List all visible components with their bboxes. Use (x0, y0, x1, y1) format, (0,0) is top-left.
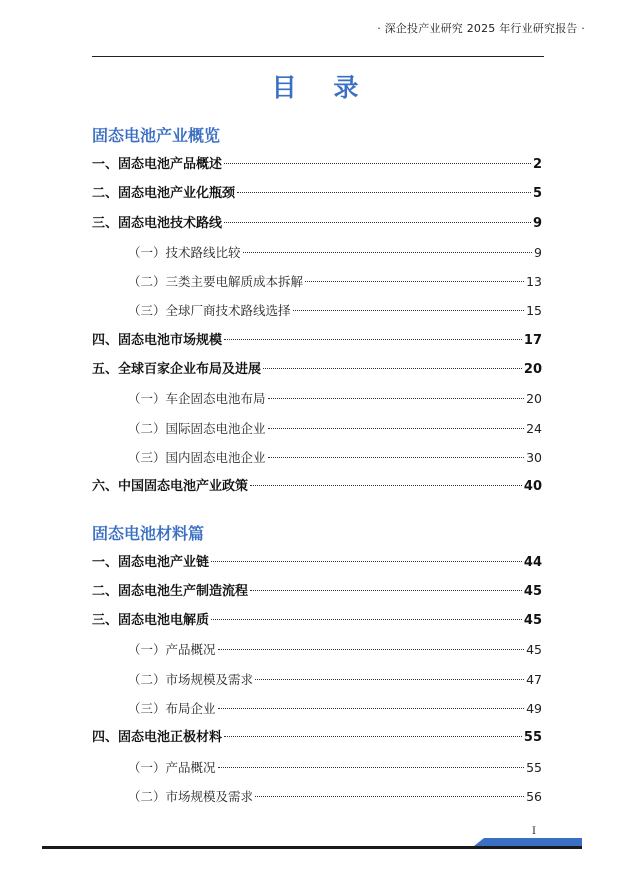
toc-entry[interactable] (92, 606, 542, 635)
toc-entry-label: （二）市场规模及需求 (128, 671, 254, 687)
toc-leader-dots (268, 428, 525, 429)
toc-section-title: 固态电池材料篇 (92, 523, 205, 543)
toc-subentry[interactable] (92, 238, 542, 267)
toc-entry-page: 30 (526, 449, 542, 465)
toc-title: 目 录 (271, 73, 373, 102)
toc-entry-label: 一、固态电池产品概述 (92, 157, 223, 172)
toc-entry[interactable] (92, 472, 542, 501)
toc-subentry[interactable] (92, 635, 542, 664)
toc-entry-page: 17 (523, 332, 542, 348)
toc-entry-label: （一）产品概况 (128, 759, 216, 775)
toc-entry-page: 55 (523, 730, 542, 746)
toc-leader-dots (224, 222, 531, 223)
toc-subentry[interactable] (92, 665, 542, 694)
toc-entry-label: （一）车企固态电池布局 (128, 391, 266, 407)
toc-entry-page: 2 (532, 157, 542, 172)
toc-leader-dots (224, 163, 531, 164)
toc-entry-label: 三、固态电池技术路线 (92, 215, 223, 231)
toc-entry-label: （三）布局企业 (128, 701, 216, 717)
toc-leader-dots (211, 561, 522, 562)
toc-leader-dots (218, 767, 525, 768)
toc-entry-page: 44 (523, 554, 542, 570)
toc-entry[interactable] (92, 326, 542, 355)
toc-leader-dots (268, 398, 525, 399)
toc-entry-page: 15 (526, 303, 542, 319)
toc-leader-dots (255, 796, 524, 797)
toc-leader-dots (218, 649, 525, 650)
toc-subentry[interactable] (92, 782, 542, 811)
toc-entry-label: （二）国际固态电池企业 (128, 420, 266, 436)
footer-accent-bar (484, 838, 582, 846)
toc-leader-dots (268, 457, 525, 458)
header-title: · 深企投产业研究 2025 年行业研究报告 · (377, 22, 585, 35)
toc-entry-page: 20 (523, 362, 542, 378)
toc-leader-dots (250, 485, 522, 486)
toc-entry-page: 49 (526, 701, 542, 717)
toc-leader-dots (237, 192, 531, 193)
footer-accent (474, 838, 484, 846)
toc-subentry[interactable] (92, 384, 542, 413)
toc-entry-page: 24 (526, 420, 542, 436)
toc-entry-label: （三）国内固态电池企业 (128, 449, 266, 465)
footer-divider (42, 846, 582, 849)
toc-subentry[interactable] (92, 414, 542, 443)
toc-leader-dots (243, 252, 533, 253)
toc-entry-label: 二、固态电池生产制造流程 (92, 583, 249, 599)
toc-subentry[interactable] (92, 267, 542, 296)
toc-entry-page: 20 (526, 391, 542, 407)
toc-entry-label: （二）三类主要电解质成本拆解 (128, 274, 304, 290)
toc-entry-label: （二）市场规模及需求 (128, 788, 254, 804)
toc-entry[interactable] (92, 179, 542, 208)
toc-entry-page: 5 (532, 186, 542, 202)
toc-subentry[interactable] (92, 296, 542, 325)
toc-entry-label: 一、固态电池产业链 (92, 554, 210, 570)
toc-entry-label: 五、全球百家企业布局及进展 (92, 362, 262, 378)
toc-leader-dots (263, 368, 522, 369)
toc-entry-page: 9 (534, 244, 542, 260)
toc-entry-label: 四、固态电池市场规模 (92, 332, 223, 348)
toc-leader-dots (211, 619, 522, 620)
toc-entry-page: 9 (532, 215, 542, 231)
toc-entry[interactable] (92, 723, 542, 752)
toc-leader-dots (293, 310, 525, 311)
toc-section-title: 固态电池产业概览 (92, 126, 221, 145)
toc-entry-label: 三、固态电池电解质 (92, 613, 210, 629)
header-divider (92, 56, 544, 57)
toc-entry-page: 55 (526, 759, 542, 775)
toc-leader-dots (255, 679, 524, 680)
toc-leader-dots (218, 708, 525, 709)
toc-entry-page: 40 (523, 479, 542, 495)
toc-entry-label: （一）技术路线比较 (128, 244, 241, 260)
toc-subentry[interactable] (92, 753, 542, 782)
toc-entry[interactable] (92, 577, 542, 606)
toc-entry[interactable] (92, 209, 542, 238)
toc-entry-page: 56 (526, 788, 542, 804)
toc-leader-dots (224, 736, 522, 737)
toc-entry-page: 45 (523, 613, 542, 629)
toc-entry-page: 45 (523, 583, 542, 599)
toc-leader-dots (224, 339, 522, 340)
toc-subentry[interactable] (92, 694, 542, 723)
toc-entry-page: 13 (526, 274, 542, 290)
toc-subentry[interactable] (92, 443, 542, 472)
toc-entry-label: （三）全球厂商技术路线选择 (128, 303, 291, 319)
toc-entry-label: 六、中国固态电池产业政策 (92, 479, 249, 495)
toc-leader-dots (250, 590, 522, 591)
toc-entry-label: （一）产品概况 (128, 642, 216, 658)
toc-entry[interactable] (92, 150, 542, 179)
toc-entry-label: 二、固态电池产业化瓶颈 (92, 186, 236, 202)
toc-entry-label: 四、固态电池正极材料 (92, 730, 223, 746)
toc-entry-page: 47 (526, 671, 542, 687)
toc-entry[interactable] (92, 548, 542, 577)
toc-entry[interactable] (92, 355, 542, 384)
table-of-contents (92, 122, 542, 811)
toc-entry-page: 45 (526, 642, 542, 658)
page-number: I (532, 826, 536, 837)
toc-leader-dots (305, 281, 524, 282)
